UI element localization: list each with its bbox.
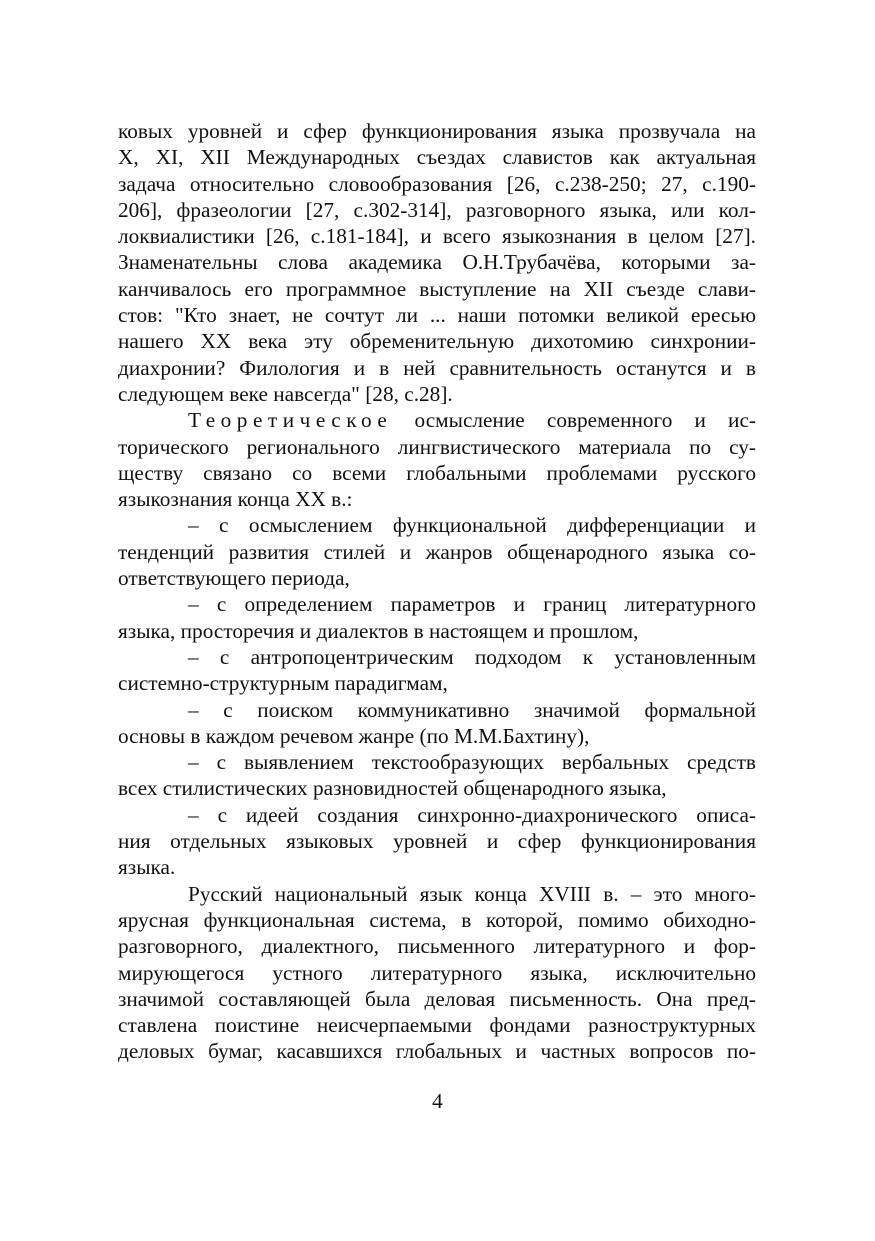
text-line: нашего XX века эту обременительную дихотомию синхронии- [118,329,756,354]
page-body-text [118,118,756,1065]
bullet-item [118,802,756,881]
text-line: ществу связано со всеми глобальными проблемами русского [118,460,756,485]
text-line: ковых уровней и сфер функционирования языка прозвучала на [118,119,756,143]
text-line: канчивалось его программное выступление на XII съезде слави- [118,276,756,301]
bullet-item [118,749,756,802]
text-line: ставлена поистине неисчерпаемыми фондами разноструктурных [118,1013,756,1038]
text-line: – с антропоцентрическим подходом к установленным [188,644,756,669]
text-line: диахронии? Филология и в ней сравнительность останутся и в [118,355,756,380]
text-line: – с осмыслением функциональной дифференциации и [188,513,756,538]
text-line: ния отдельных языковых уровней и сфер функционирования [118,829,756,854]
text-line: – с выявлением текстообразующих вербальных средств [188,750,756,775]
text-line: Знаменательны слова академика О.Н.Трубачёва, которыми за- [118,250,756,275]
text-line: ответствующего периода, [118,566,350,591]
text-line: деловых бумаг, касавшихся глобальных и частных вопросов по- [118,1039,756,1064]
page-number: 4 [432,1089,443,1113]
text-line: значимой составляющей была деловая письменность. Она пред- [118,986,756,1011]
text-line: задача относительно словообразования [26, с.238-250; 27, с.190- [118,171,756,196]
text-line: языкознания конца XX в.: [118,487,353,512]
text-line: ярусная функциональная система, в которой, помимо обиходно- [118,907,756,932]
text-line: торического регионального лингвистического материала по су- [118,434,756,459]
text-line: – с поиском коммуникативно значимой формальной [188,697,756,722]
text-line: разговорного, диалектного, письменного литературного и фор- [118,934,756,959]
paragraph-1 [118,118,756,407]
paragraph-3 [118,881,756,1065]
text-line: следующем веке навсегда" [28, с.28]. [118,381,453,406]
text-line: X, XI, XII Международных съездах славистов как актуальная [118,145,756,170]
text-fragment: осмысление современного и ис- [392,408,756,433]
spaced-emphasis-word: Теоретическое [188,408,393,433]
text-line [118,407,756,433]
bullet-item [118,512,756,591]
text-line: системно-структурным парадигмам, [118,671,448,696]
text-line: мирующегося устного литературного языка, исключительно [118,960,756,985]
text-line: 206], фразеологии [27, с.302-314], разговорного языка, или кол- [118,197,756,222]
text-line: всех стилистических разновидностей общенародного языка, [118,776,667,801]
bullet-item [118,644,756,697]
text-line: языка. [118,855,176,880]
text-line: – с определением параметров и границ литературного [188,592,756,617]
bullet-item [118,591,756,644]
paragraph-2 [118,407,756,512]
bullet-list [118,512,756,880]
text-line: основы в каждом речевом жанре (по М.М.Бахтину), [118,723,590,748]
text-line: стов: "Кто знает, не сочтут ли ... наши потомки великой ересью [118,303,756,328]
text-line: Русский национальный язык конца XVIII в. – это много- [188,881,756,906]
text-line: – с идеей создания синхронно-диахронического описа- [188,802,756,827]
text-line: тенденций развития стилей и жанров общенародного языка со- [118,539,756,564]
text-line: языка, просторечия и диалектов в настоящем и прошлом, [118,618,639,643]
bullet-item [118,697,756,750]
text-line: локвиалистики [26, с.181-184], и всего языкознания в целом [27]. [118,224,756,249]
